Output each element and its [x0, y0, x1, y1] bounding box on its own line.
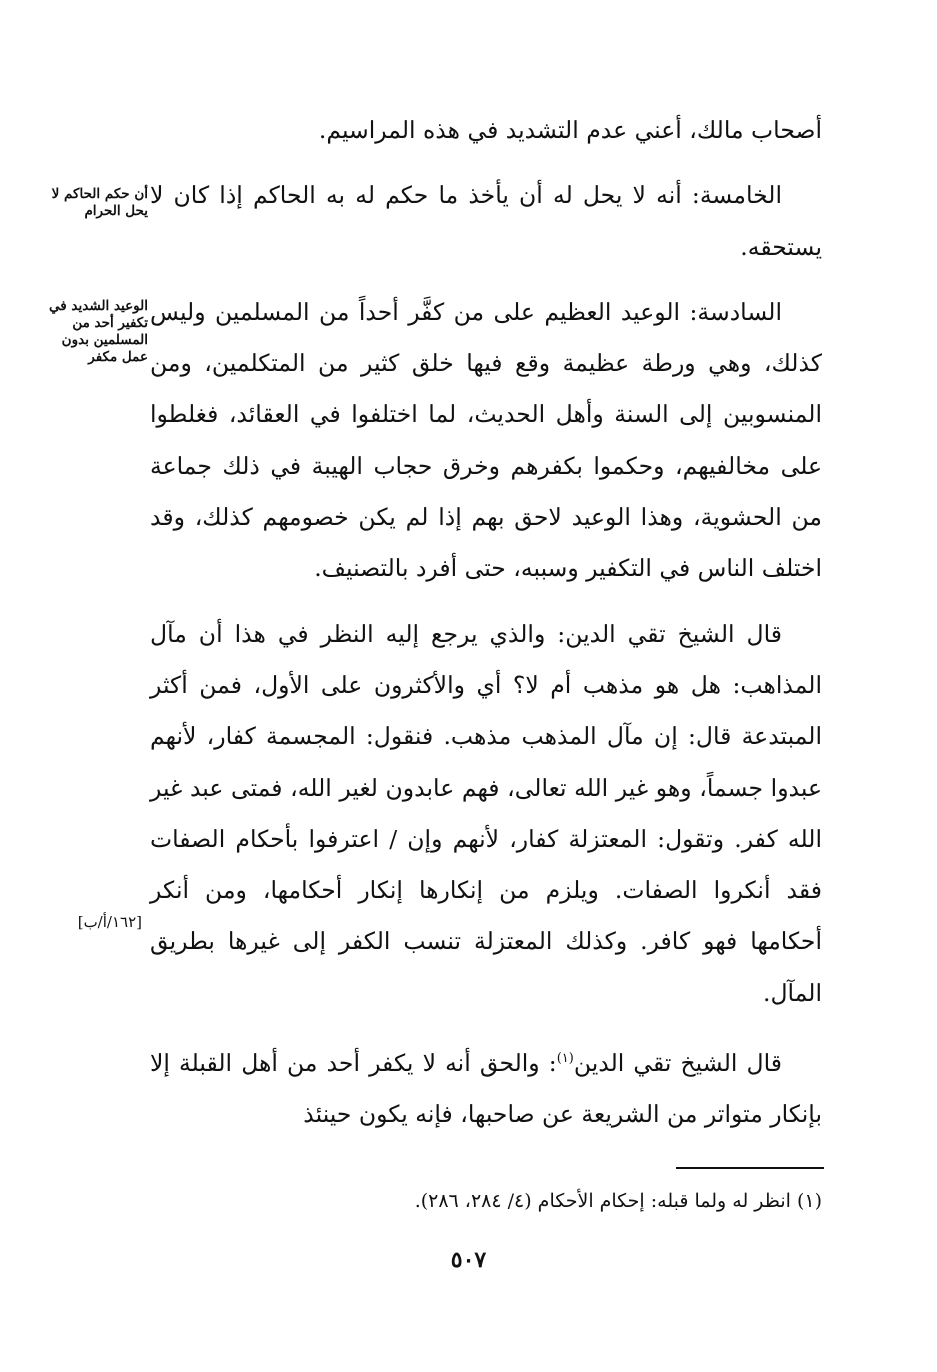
paragraph-5: [150, 1033, 822, 1140]
manuscript-folio-reference: [١٦٢/أ/ب]: [77, 913, 142, 931]
paragraph-3: السادسة: الوعيد العظيم على من كفَّر أحداً من المسلمين وليس كذلك، وهي ورطة عظيمة وقع فيها خلق كثير من المتكلمين، ومن المنسوبين إلى السنة وأهل الحديث، لما اختلفوا في العقائد، فغلطوا على مخالفيهم، وحكموا بكفرهم وخرق حجاب الهيبة في ذلك جماعة من الحشوية، وهذا الوعيد لاحق بهم إذا لم يكن خصومهم كذلك، وقد اختلف الناس في التكفير وسببه، حتى أفرد بالتصنيف.: [150, 297, 822, 583]
paragraph-5-start: قال الشيخ تقي الدين: [573, 1048, 782, 1077]
page-number: ٥٠٧: [450, 1247, 487, 1273]
main-text: [150, 105, 822, 1140]
paragraph-5-end: : والحق أنه لا يكفر أحد من أهل القبلة إلا بإنكار متواتر من الشريعة عن صاحبها، فإنه يكون حينئذ: [150, 1048, 822, 1129]
paragraph-2: الخامسة: أنه لا يحل له أن يأخذ ما حكم له به الحاكم إذا كان لا يستحقه.: [150, 181, 822, 261]
paragraph-1: أصحاب مالك، أعني عدم التشديد في هذه المراسيم.: [318, 116, 822, 144]
margin-note-takfir: الوعيد الشديد في تكفير أحد من المسلمين بدون عمل مكفر: [49, 298, 148, 365]
footnote-separator: [676, 1167, 824, 1169]
footnote-reference: (١): [556, 1051, 574, 1067]
paragraph-4: قال الشيخ تقي الدين: والذي يرجع إليه النظر في هذا أن مآل المذاهب: هل هو مذهب أم لا؟ أي والأكثرون على الأول، فمن أكثر المبتدعة قال: إن مآل المذهب مذهب. فنقول: المجسمة كفار، لأنهم عبدوا جسماً، وهو غير الله تعالى، فهم عابدون لغير الله، فمتى عبد غير الله كفر. وتقول: المعتزلة كفار، لأنهم وإن / اعترفوا بأحكام الصفات فقد أنكروا الصفات. ويلزم من إنكارها إنكار أحكامها، ومن أنكر أحكامها فهو كافر. وكذلك المعتزلة تنسب الكفر إلى غيرها بطريق المآل.: [150, 619, 822, 1007]
margin-note-judgment: أن حكم الحاكم لا يحل الحرام: [51, 186, 148, 219]
footnote: (١) انظر له ولما قبله: إحكام الأحكام (٤/ ٢٨٤، ٢٨٦).: [414, 1190, 822, 1212]
